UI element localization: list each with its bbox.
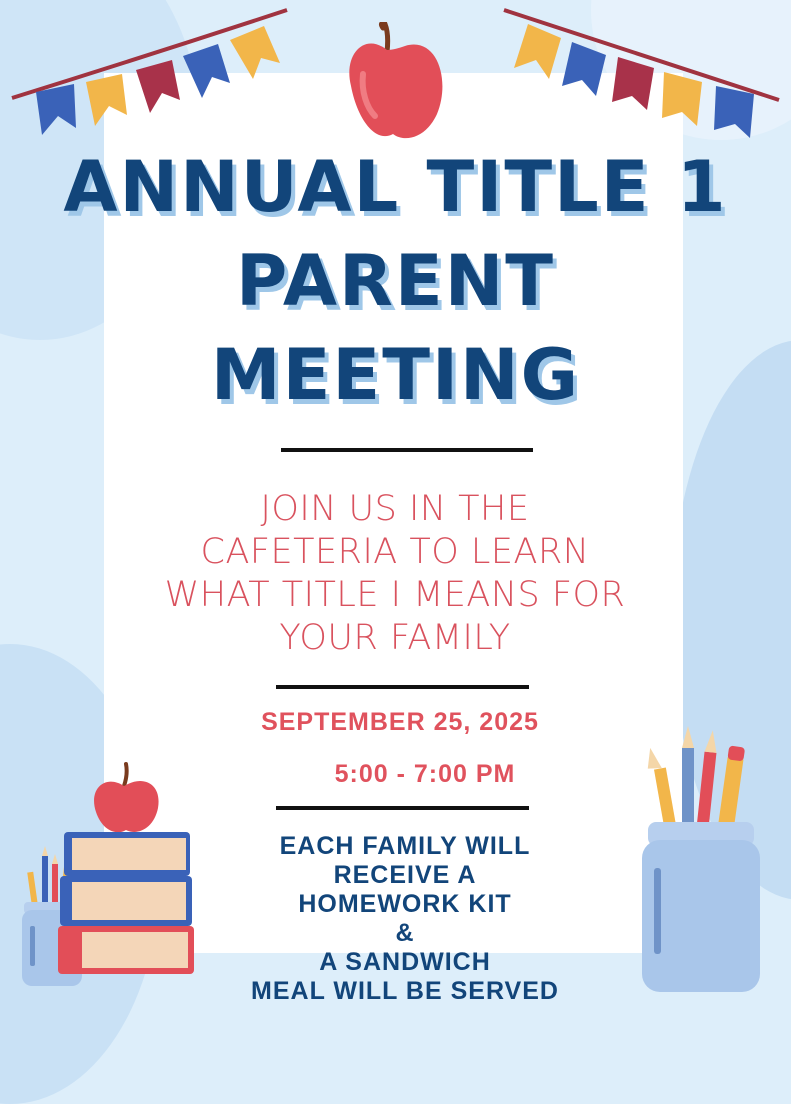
event-date: SEPTEMBER 25, 2025	[261, 708, 539, 736]
kit-line: MEAL WILL BE SERVED	[251, 977, 559, 1005]
event-time: 5:00 - 7:00 PM	[334, 760, 516, 788]
apple-icon	[94, 764, 159, 832]
kit-line: HOMEWORK KIT	[298, 890, 512, 918]
kit-line: EACH FAMILY WILL	[279, 832, 531, 860]
bunting-left	[12, 10, 287, 135]
invitation-text	[150, 488, 640, 660]
bunting-right	[504, 10, 779, 138]
title-line: MEETING	[210, 334, 581, 416]
invite-line: JOIN US IN THE	[260, 489, 530, 529]
kit-line: &	[395, 919, 415, 947]
apple-icon	[345, 22, 447, 146]
divider	[276, 806, 529, 810]
invite-line: CAFETERIA TO LEARN	[200, 532, 590, 572]
invite-line: WHAT TITLE I MEANS FOR	[164, 575, 626, 615]
divider	[281, 448, 533, 452]
homework-kit-notice	[195, 832, 615, 1006]
title-line: ANNUAL TITLE 1	[63, 146, 728, 228]
page-title	[0, 140, 791, 422]
kit-line: RECEIVE A	[333, 861, 477, 889]
invite-line: YOUR FAMILY	[279, 618, 511, 658]
kit-line: A SANDWICH	[319, 948, 491, 976]
pencil-jar-icon	[638, 718, 764, 998]
divider	[276, 685, 529, 689]
title-line: PARENT	[235, 240, 556, 322]
book-stack-icon	[58, 760, 198, 980]
